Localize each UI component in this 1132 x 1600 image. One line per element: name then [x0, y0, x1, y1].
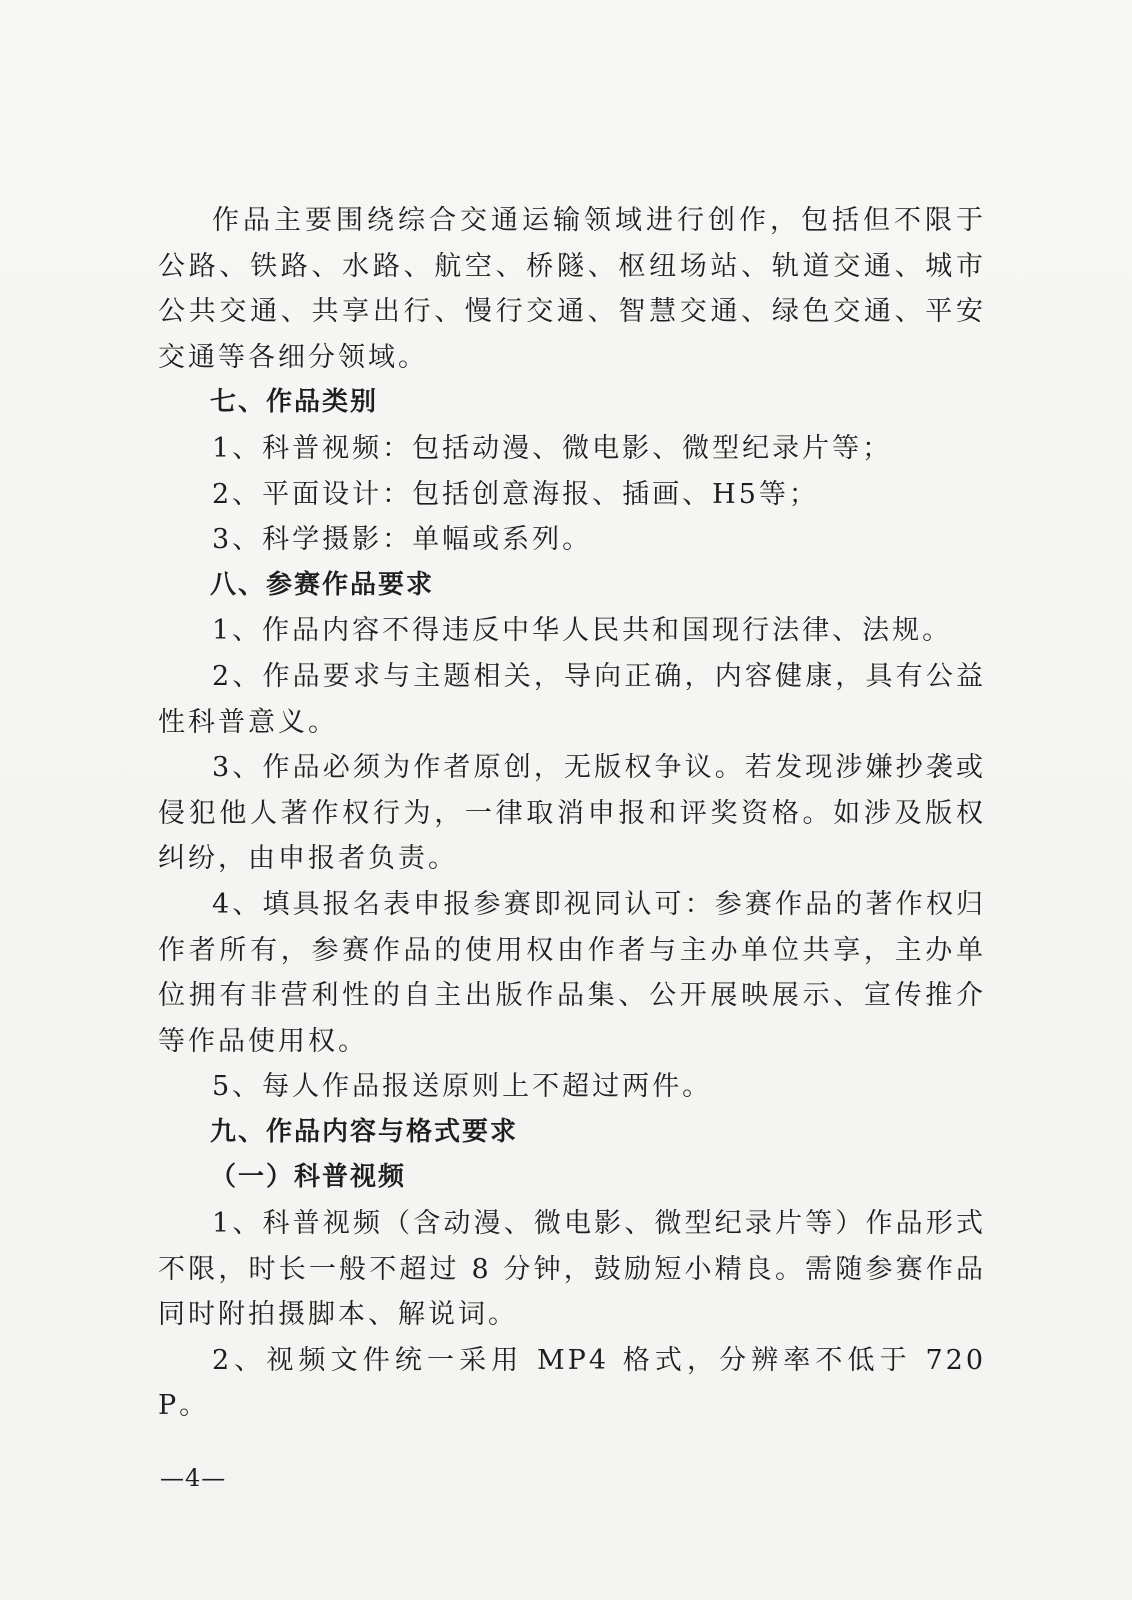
- document-body: [158, 198, 986, 1429]
- page-number: —4—: [160, 1464, 227, 1492]
- section-8-item-5: 5、每人作品报送原则上不超过两件。: [212, 1071, 713, 1103]
- section-7-item-3: 3、科学摄影：单幅或系列。: [212, 524, 593, 556]
- intro-paragraph: 作品主要围绕综合交通运输领域进行创作，包括但不限于公路、铁路、水路、航空、桥隧、枢纽场站、轨道交通、城市公共交通、共享出行、慢行交通、智慧交通、绿色交通、平安交通等各细分领域。: [158, 205, 986, 373]
- section-8-item-2: 2、作品要求与主题相关，导向正确，内容健康，具有公益性科普意义。: [158, 660, 986, 738]
- section-9-sub1-item-1: 1、科普视频（含动漫、微电影、微型纪录片等）作品形式不限，时长一般不超过 8 分钟，鼓励短小精良。需随参赛作品同时附拍摄脚本、解说词。: [158, 1208, 986, 1331]
- section-8-item-3: 3、作品必须为作者原创，无版权争议。若发现涉嫌抄袭或侵犯他人著作权行为，一律取消申报和评奖资格。如涉及版权纠纷，由申报者负责。: [158, 752, 986, 875]
- section-7-title: 七、作品类别: [210, 387, 379, 418]
- section-8-title: 八、参赛作品要求: [210, 569, 435, 600]
- section-9-sub1-item-2: 2、视频文件统一采用 MP4 格式，分辨率不低于 720P。: [158, 1344, 986, 1422]
- section-7-item-1: 1、科普视频：包括动漫、微电影、微型纪录片等；: [212, 432, 893, 464]
- section-9-subsection-1-title: （一）科普视频: [210, 1162, 407, 1193]
- section-9-title: 九、作品内容与格式要求: [210, 1116, 519, 1147]
- section-8-item-4: 4、填具报名表申报参赛即视同认可：参赛作品的著作权归作者所有，参赛作品的使用权由作者与主办单位共享，主办单位拥有非营利性的自主出版作品集、公开展映展示、宣传推介等作品使用权。: [158, 888, 986, 1057]
- section-7-item-2: 2、平面设计：包括创意海报、插画、H5等；: [212, 478, 819, 510]
- section-8-item-1: 1、作品内容不得违反中华人民共和国现行法律、法规。: [212, 615, 953, 647]
